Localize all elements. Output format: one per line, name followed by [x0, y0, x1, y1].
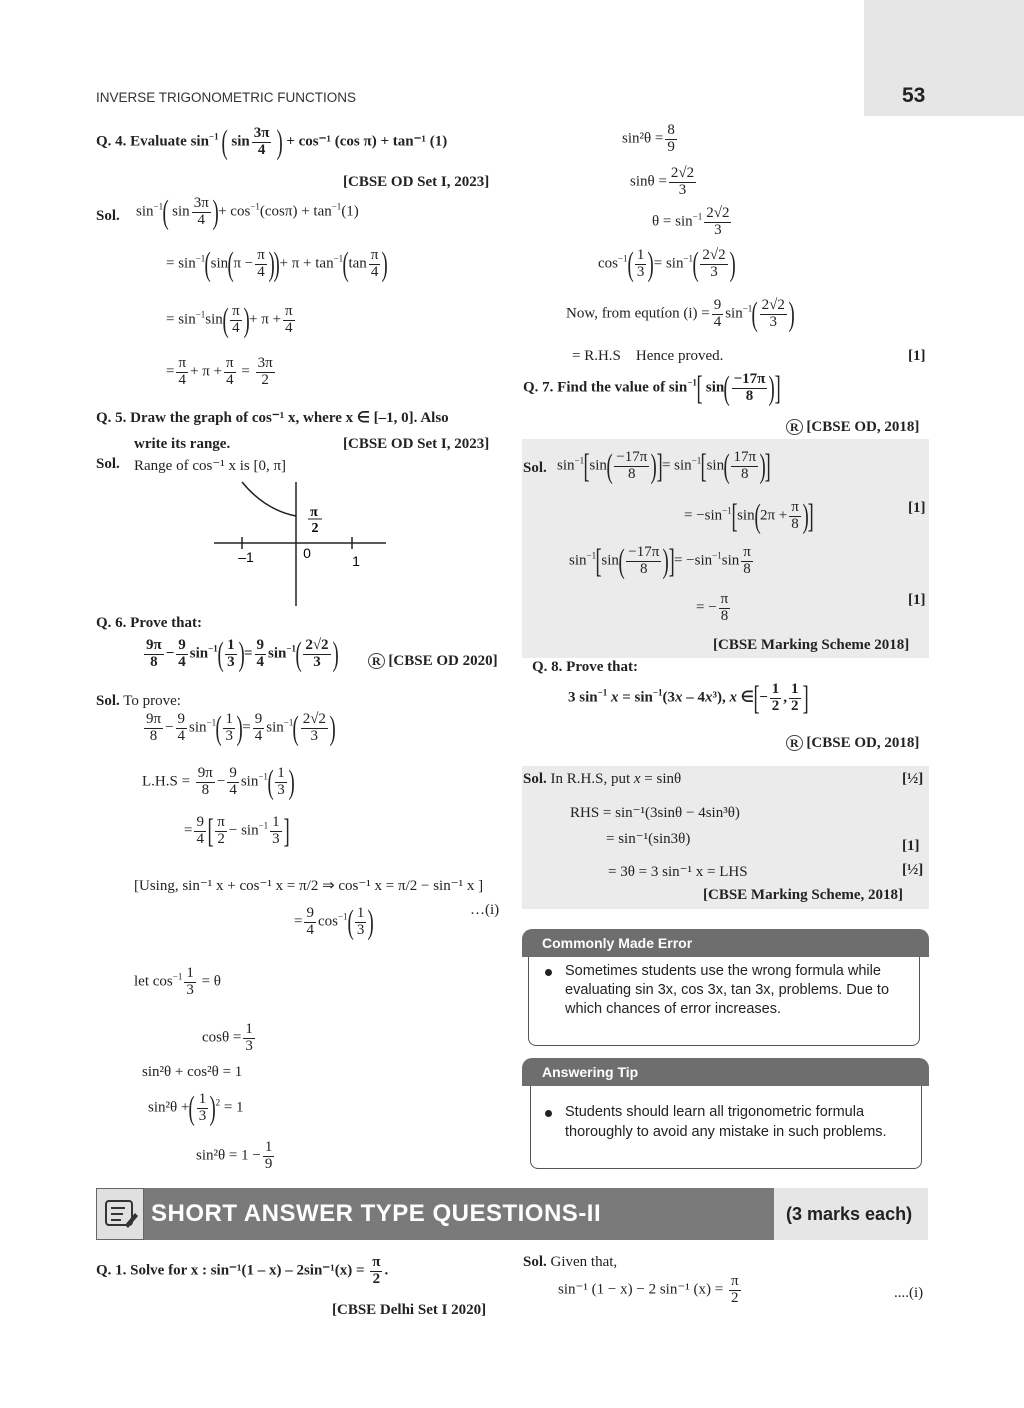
q8-mark-2: [1] — [902, 838, 920, 854]
error-box-body — [528, 957, 920, 1046]
q5-sol-label: Sol. — [96, 456, 120, 472]
section-icon-box — [96, 1188, 144, 1240]
q4-sol-label: Sol. — [96, 208, 120, 224]
q6-sol-label: Sol. — [96, 693, 120, 709]
now-text: Now, from equtíon (i) = — [566, 305, 710, 322]
q6-lhs-step-2: = $\frac{9}{4}$ [ $\frac{\pi}{2}$ − $\sin^{-1}$ $\frac{1}{3}$ ] — [184, 812, 290, 850]
q7-scheme: [CBSE Marking Scheme 2018] — [713, 637, 910, 653]
sa-q1-question: Q. 1. Solve for x : sin⁻¹(1 – x) – 2sin⁻¹(x) = $\frac{\pi}{2}$ . — [96, 1254, 389, 1287]
chapter-header: INVERSE TRIGONOMETRIC FUNCTIONS — [96, 90, 357, 105]
q6-sub: sin²θ +( $\frac{1}{3}$ )$^2$ = 1 — [148, 1089, 244, 1127]
q5-line-1: Q. 5. Draw the graph of cos⁻¹ x, where x ∈ [–1, 0]. Also — [96, 410, 449, 426]
rc-rhs: = R.H.S Hence proved. — [572, 348, 724, 364]
q6-sol — [96, 693, 181, 710]
page-number-tab — [864, 0, 1024, 116]
error-text-2: evaluating sin 3x, cos 3x, tan 3x, problems. Due to — [565, 982, 890, 998]
q4-step-4: = $\frac{\pi}{4}$ + π + $\frac{\pi}{4}$ = $\frac{3\pi}{2}$ — [166, 355, 273, 388]
q7-ref-text: [CBSE OD, 2018] — [806, 419, 920, 435]
q4-label: Q. 4. Evaluate sin — [96, 133, 209, 150]
q5-sol-text: Range of cos⁻¹ x is [0, π] — [134, 458, 287, 474]
page-number: 53 — [902, 84, 926, 107]
error-text-3: which chances of error increases. — [565, 1001, 781, 1017]
rc-cos-inverse: $\cos^{-1}$( $\frac{1}{3}$ )= $\sin^{-1}$( $\frac{2√2}{3}$ ) — [598, 245, 736, 283]
q4-step-3: = $\sin^{-1}\sin$( $\frac{\pi}{4}$ )+ π + $\frac{\pi}{4}$ — [166, 301, 293, 339]
tip-bullet — [545, 1110, 552, 1117]
q8-scheme: [CBSE Marking Scheme, 2018] — [703, 887, 903, 903]
q4-reference: [CBSE OD Set I, 2023] — [343, 174, 490, 190]
tip-text-1: Students should learn all trigonometric formula — [565, 1104, 865, 1120]
q6-statement: $\frac{9\pi}{8}$ − $\frac{9}{4}$ $\sin^{-1}$( $\frac{1}{3}$ )= $\frac{9}{4}$ $\sin^{-1}$( $\frac{2√2}{3}$ ) — [146, 635, 339, 673]
q6-step-3: = $\frac{9}{4}$ $\cos^{-1}$( $\frac{1}{3}$ ) — [294, 903, 375, 941]
sa-q1-label: Q. 1. Solve for x : sin⁻¹(1 – x) – 2sin⁻¹(x) = — [96, 1262, 365, 1279]
sa-q1-sol-text: Given that, — [550, 1254, 618, 1270]
pi-label: π — [310, 505, 318, 520]
q8-label: Q. 8. Prove that: — [532, 659, 638, 675]
q5-reference: [CBSE OD Set I, 2023] — [343, 436, 490, 452]
q8-mark-1: [½] — [902, 771, 924, 787]
q6-to-prove: $\frac{9\pi}{8}$ − $\frac{9}{4}$ $\sin^{-1}$( $\frac{1}{3}$ )= $\frac{9}{4}$ $\sin^{-1}$( $\frac{2√2}{3}$ ) — [146, 709, 336, 747]
error-box-header: Commonly Made Error — [522, 929, 929, 957]
q7-step-4: = − $\frac{\pi}{8}$ — [696, 591, 729, 624]
rc-sin2-value: sin²θ = $\frac{8}{9}$ — [622, 122, 675, 155]
rc-mark: [1] — [908, 348, 926, 364]
arccos-curve — [242, 482, 296, 516]
q8-sol: Sol. In R.H.S, put x = sinθ — [523, 771, 682, 787]
q8-rhs-3: = 3θ = 3 sin⁻¹ x = LHS — [608, 864, 748, 880]
notepad-icon — [97, 1189, 143, 1239]
let-label: let — [134, 973, 149, 990]
q6-cos-theta: cosθ = $\frac{1}{3}$ — [202, 1021, 253, 1054]
q6-sol-text: To prove: — [123, 693, 181, 709]
sa-q1-eq-tag: ....(i) — [894, 1285, 924, 1301]
q6-eq-i: …(i) — [470, 902, 500, 918]
q6-ref-text: [CBSE OD 2020] — [388, 653, 498, 669]
sa-q1-reference: [CBSE Delhi Set I 2020] — [332, 1302, 487, 1318]
two-label: 2 — [311, 521, 319, 536]
q4-question: Q. 4. Evaluate $\sin^{-1}$ ( sin $\frac{3\pi}{4}$ ) + cos⁻¹ (cos π) + tan⁻¹ (1) — [96, 123, 448, 161]
q8-rhs-1: RHS = sin⁻¹(3sinθ − 4sin³θ) — [570, 805, 740, 821]
cos-theta-label: cosθ = — [202, 1029, 242, 1046]
zero-label: 0 — [303, 545, 311, 561]
q6-label: Q. 6. Prove that: — [96, 615, 202, 631]
q8-statement: 3 $\sin^{-1} x = \sin^{-1}(3x - 4x^3)$, x ∈[− $\frac{1}{2}$ , $\frac{1}{2}$ ] — [568, 679, 809, 717]
q8-ref-text: [CBSE OD, 2018] — [806, 735, 920, 751]
error-bullet — [545, 969, 552, 976]
q7-step-1: $\sin^{-1}[\sin$( $\frac{-17\pi}{8}$ )]= $\sin^{-1}[\sin$( $\frac{17\pi}{8}$ )] — [557, 447, 772, 485]
q6-let: let $\cos^{-1}$ $\frac{1}{3}$ = θ — [134, 965, 221, 998]
section-title: SHORT ANSWER TYPE QUESTIONS-II — [151, 1200, 602, 1227]
rc-theta-value: $\theta = \sin^{-1}$ $\frac{2√2}{3}$ — [652, 205, 730, 238]
q4-expr-tail: + cos⁻¹ (cos π) + tan⁻¹ (1) — [286, 133, 448, 150]
lhs-label: L.H.S = — [142, 773, 191, 790]
q8-rhs-2: = sin⁻¹(sin3θ) — [606, 831, 691, 847]
tip-box-body — [530, 1086, 922, 1169]
rc-sin-value: sinθ = $\frac{2√2}{3}$ — [630, 165, 695, 198]
q7-step-3: $\sin^{-1}[\sin$( $\frac{-17\pi}{8}$ )]= $-\sin^{-1}\sin$ $\frac{\pi}{8}$ — [569, 542, 751, 580]
q5-line-2: write its range. — [134, 436, 231, 452]
q6-reference: R [CBSE OD 2020] — [368, 653, 498, 670]
q8-mark-3: [½] — [902, 862, 924, 878]
one-label: 1 — [352, 553, 360, 569]
sa-q1-sol-label: Sol. — [523, 1254, 547, 1270]
q5-graph — [210, 478, 390, 608]
sa-q1-eq-text: sin⁻¹ (1 − x) − 2 sin⁻¹ (x) = — [558, 1281, 724, 1298]
q6-lhs: L.H.S = $\frac{9\pi}{8}$ − $\frac{9}{4}$ $\sin^{-1}$( $\frac{1}{3}$ ) — [142, 763, 295, 801]
error-text-1: Sometimes students use the wrong formula while — [565, 963, 881, 979]
q4-step-2: = $\sin^{-1}(\sin(\pi$ − $\frac{\pi}{4}$ ))+ $\pi + \tan^{-1}(\tan$ $\frac{\pi}{4}$ ) — [166, 245, 389, 283]
q4-step-1: $\sin^{-1}$( sin $\frac{3\pi}{4}$ )+ $\cos^{-1}(\cos\pi) + \tan^{-1}(1)$ — [136, 193, 359, 231]
q8-reference: R [CBSE OD, 2018] — [786, 735, 919, 752]
q8-sol-text: In R.H.S, put — [550, 771, 631, 787]
sa-q1-equation: sin⁻¹ (1 − x) − 2 sin⁻¹ (x) = $\frac{\pi}{2}$ — [558, 1273, 739, 1306]
q7-mark-2: [1] — [908, 592, 926, 608]
rc-now: Now, from equtíon (i) = $\frac{9}{4}$ $\sin^{-1}$( $\frac{2√2}{3}$ ) — [566, 295, 795, 333]
q7-label: Q. 7. Find the value of — [523, 379, 666, 396]
q6-identity: sin²θ + cos²θ = 1 — [142, 1064, 243, 1080]
tip-box-header: Answering Tip — [522, 1058, 929, 1086]
q7-reference: R [CBSE OD, 2018] — [786, 419, 919, 436]
section-marks: (3 marks each) — [786, 1204, 913, 1224]
q7-step-2: = $-\sin^{-1}[\sin(2\pi$ + $\frac{\pi}{8}$ )] — [684, 497, 814, 535]
q7-mark-1: [1] — [908, 500, 926, 516]
q6-sin2: sin²θ = 1 − $\frac{1}{9}$ — [196, 1139, 273, 1172]
q7-sol-label: Sol. — [523, 460, 547, 476]
q6-using: [Using, sin⁻¹ x + cos⁻¹ x = π/2 ⇒ cos⁻¹ x = π/2 − sin⁻¹ x ] — [134, 878, 484, 894]
sa-q1-sol — [523, 1254, 617, 1271]
neg-one-label: –1 — [238, 549, 254, 565]
q7-question: Q. 7. Find the value of $\sin^{-1}$[ sin( $\frac{-17\pi}{8}$ )] — [523, 369, 781, 407]
tip-text-2: thoroughly to avoid any mistake in such problems. — [565, 1124, 887, 1140]
